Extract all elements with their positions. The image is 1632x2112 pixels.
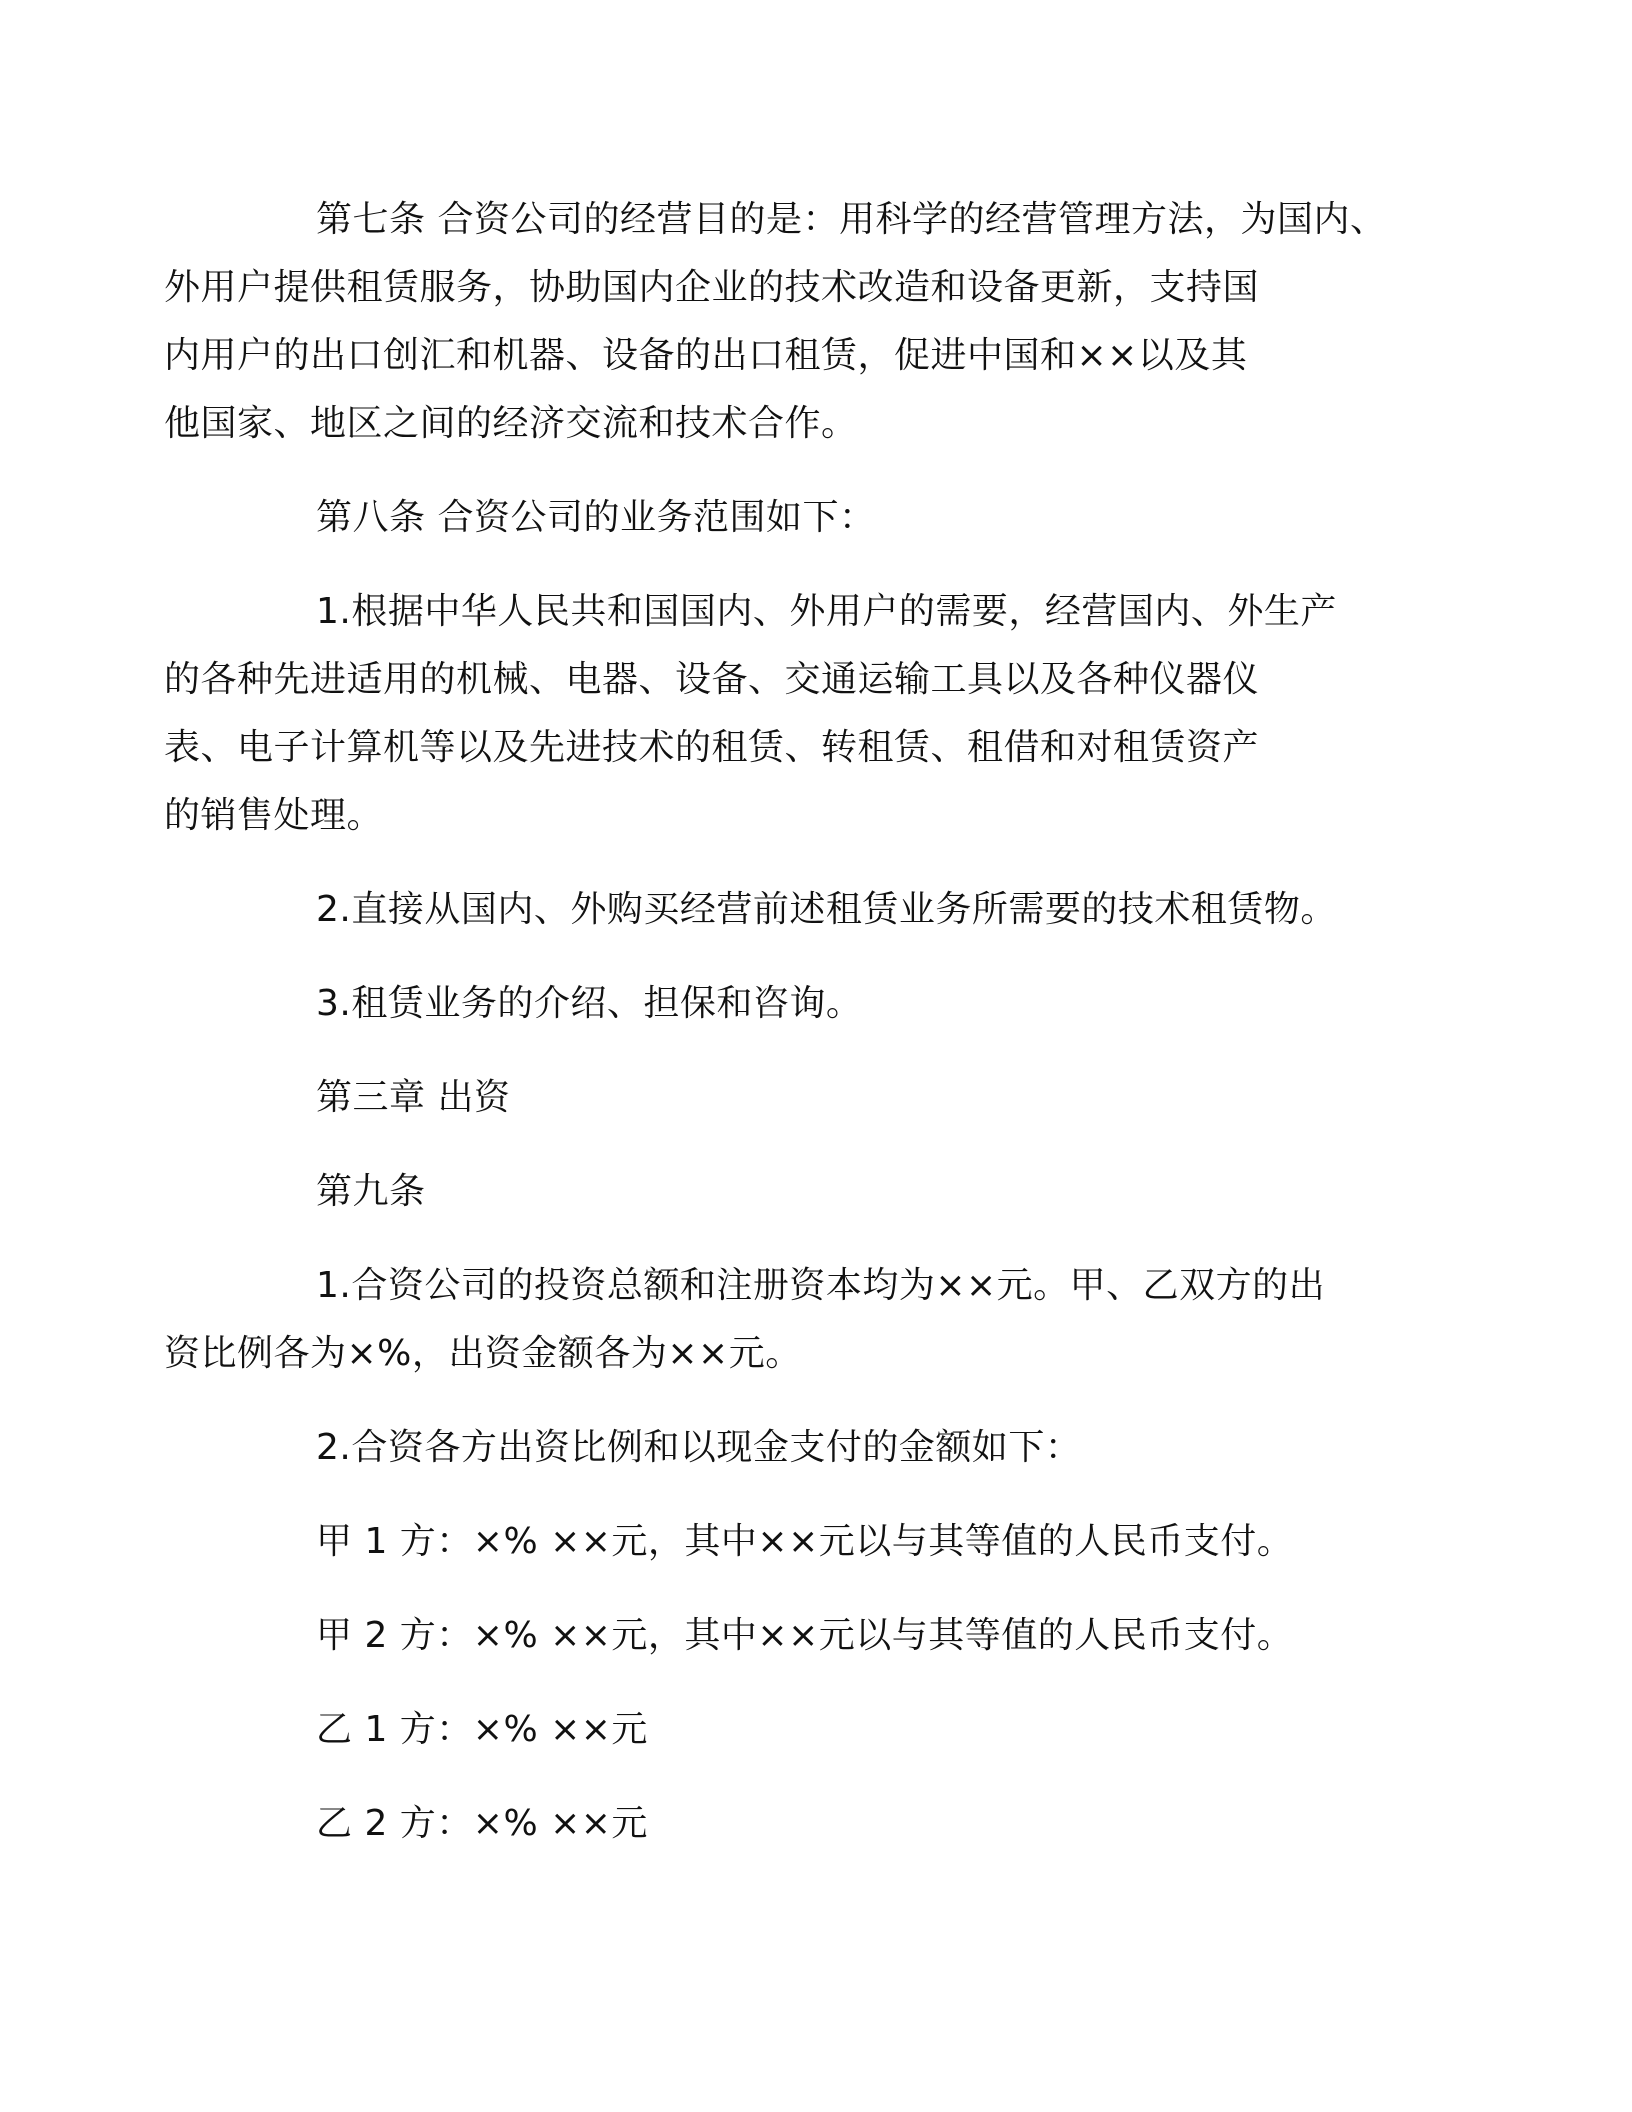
text-line: 甲 1 方：×% ××元，其中××元以与其等值的人民币支付。: [316, 1521, 1294, 1562]
text-line: 第九条: [316, 1171, 426, 1212]
capital-item-1: [164, 1252, 1400, 1388]
party-b2-contribution: [240, 1790, 1400, 1858]
text-line: 资比例各为×%，出资金额各为××元。: [164, 1333, 802, 1374]
text-line: 3.租赁业务的介绍、担保和咨询。: [316, 983, 863, 1024]
text-line: 2.合资各方出资比例和以现金支付的金额如下：: [316, 1427, 1082, 1468]
party-a2-contribution: [240, 1602, 1400, 1670]
business-scope-item-1: [164, 578, 1400, 850]
article-8-heading: [240, 484, 1400, 552]
text-line: 的各种先进适用的机械、电器、设备、交通运输工具以及各种仪器仪: [164, 659, 1260, 700]
party-a1-contribution: [240, 1508, 1400, 1576]
text-line: 外用户提供租赁服务，协助国内企业的技术改造和设备更新，支持国: [164, 267, 1260, 308]
business-scope-item-2: [240, 876, 1400, 944]
business-scope-item-3: [240, 970, 1400, 1038]
text-line: 2.直接从国内、外购买经营前述租赁业务所需要的技术租赁物。: [316, 889, 1337, 930]
text-line: 的销售处理。: [164, 795, 384, 836]
article-9-heading: [240, 1158, 1400, 1226]
text-line: 乙 2 方：×% ××元: [316, 1803, 648, 1844]
document-page: [164, 186, 1400, 1858]
text-line: 表、电子计算机等以及先进技术的租赁、转租赁、租借和对租赁资产: [164, 727, 1260, 768]
chapter-3-heading: [240, 1064, 1400, 1132]
text-line: 第七条 合资公司的经营目的是：用科学的经营管理方法，为国内、: [316, 199, 1387, 240]
text-line: 第八条 合资公司的业务范围如下：: [316, 497, 876, 538]
text-line: 甲 2 方：×% ××元，其中××元以与其等值的人民币支付。: [316, 1615, 1294, 1656]
party-b1-contribution: [240, 1696, 1400, 1764]
text-line: 他国家、地区之间的经济交流和技术合作。: [164, 403, 858, 444]
text-line: 1.根据中华人民共和国国内、外用户的需要，经营国内、外生产: [316, 591, 1337, 632]
text-line: 第三章 出资: [316, 1077, 511, 1118]
text-line: 内用户的出口创汇和机器、设备的出口租赁，促进中国和××以及其: [164, 335, 1248, 376]
text-line: 乙 1 方：×% ××元: [316, 1709, 648, 1750]
article-7-paragraph: [164, 186, 1400, 458]
capital-item-2: [240, 1414, 1400, 1482]
text-line: 1.合资公司的投资总额和注册资本均为××元。甲、乙双方的出: [316, 1265, 1326, 1306]
